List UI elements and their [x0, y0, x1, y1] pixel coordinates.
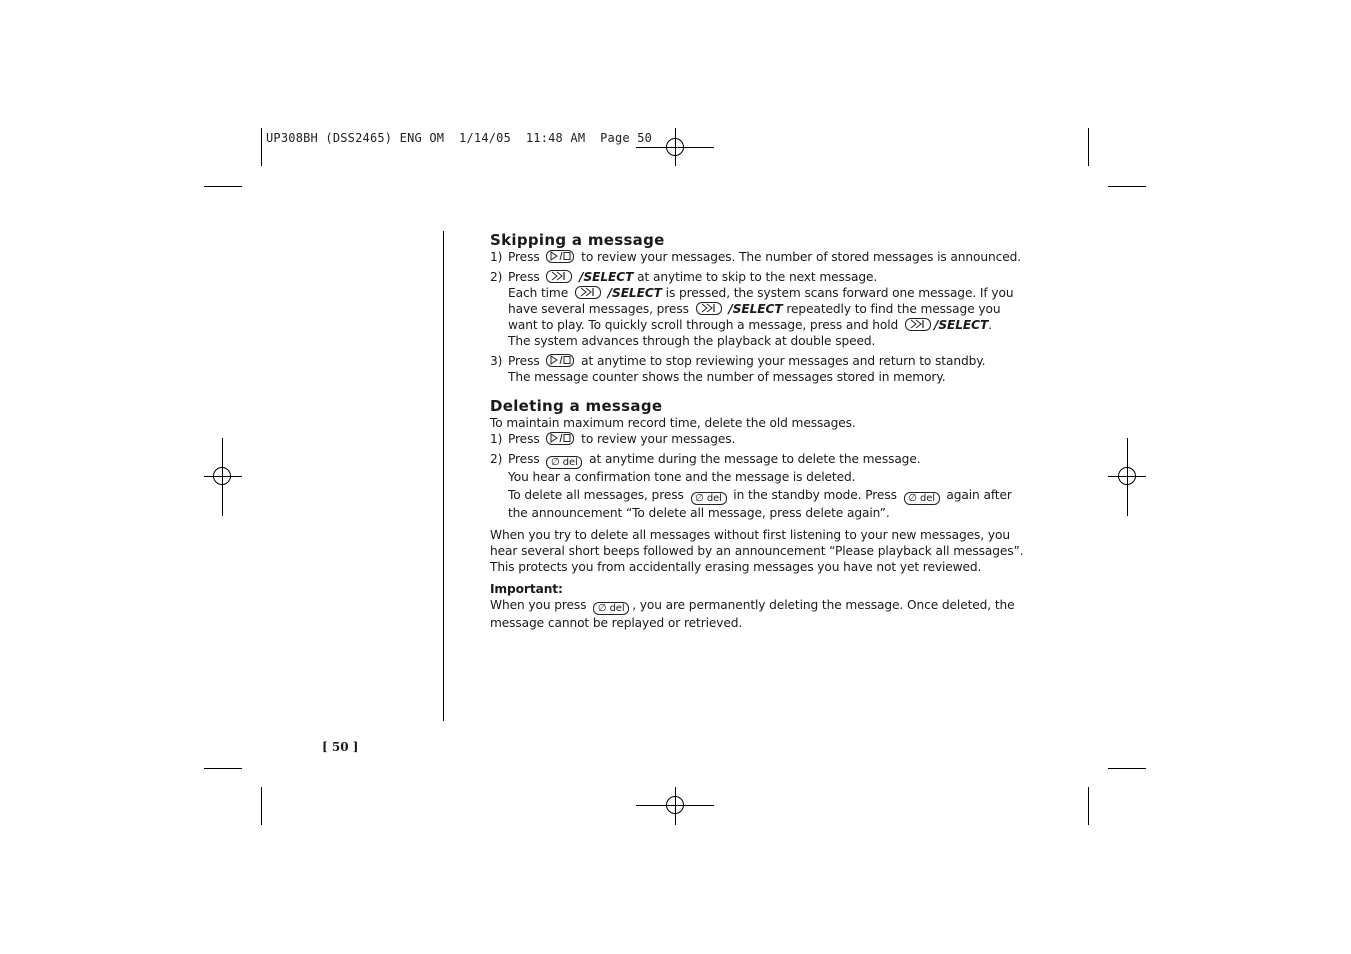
- skip-step-1: 1) Press to review your messages. The number of stored messages is announced.: [490, 250, 1022, 264]
- delete-icon: ∅ del: [546, 456, 582, 469]
- important-text: When you press ∅ del , you are permanently deleting the message. Once deleted, the message cannot be replayed or retrieved.: [490, 598, 1015, 630]
- play-stop-icon: [546, 250, 574, 263]
- delete-step-2: 2) Press ∅ del at anytime during the message to delete the message. You hear a confirmation tone and the message is deleted. To delete all messages, press ∅ del in the standby mode. Press ∅ del again after the announcement “To delete all message, press delete again”.: [490, 452, 1012, 520]
- delete-icon: ∅ del: [904, 492, 940, 505]
- main-content: [490, 231, 1035, 631]
- delete-step-1: 1) Press to review your messages.: [490, 432, 736, 446]
- margin-rule: [443, 231, 444, 721]
- section-title-deleting: Deleting a message: [490, 397, 663, 415]
- skip-forward-icon: [696, 302, 722, 315]
- important-label: Important:: [490, 582, 563, 596]
- skip-forward-icon: [575, 286, 601, 299]
- deleting-intro: To maintain maximum record time, delete the old messages.: [490, 416, 856, 430]
- skip-forward-icon: [546, 270, 572, 283]
- print-slug: UP308BH (DSS2465) ENG OM 1/14/05 11:48 AM Page 50: [266, 131, 653, 145]
- skip-forward-icon: [905, 318, 931, 331]
- delete-icon: ∅ del: [593, 602, 629, 615]
- delete-icon: ∅ del: [691, 492, 727, 505]
- skip-step-3: 3) Press at anytime to stop reviewing your messages and return to standby. The message counter shows the number of messages stored in memory.: [490, 354, 986, 384]
- delete-all-note: When you try to delete all messages without first listening to your new messages, you hear several short beeps followed by an announcement “Please playback all messages”. This protects you from accidentally erasing messages you have not yet reviewed.: [490, 528, 1024, 574]
- play-stop-icon: [546, 432, 574, 445]
- play-stop-icon: [546, 354, 574, 367]
- section-title-skipping: Skipping a message: [490, 231, 665, 249]
- skip-step-2: 2) Press /SELECT at anytime to skip to the next message. Each time /SELECT is pressed, the system scans forward one message. If you have several messages, press /SELECT repeatedly to find the message you want to play. To quickly scroll through a message, press and hold /SELECT. The system advances through the playback at double speed.: [490, 270, 1014, 348]
- page-number: [ 50 ]: [322, 740, 359, 754]
